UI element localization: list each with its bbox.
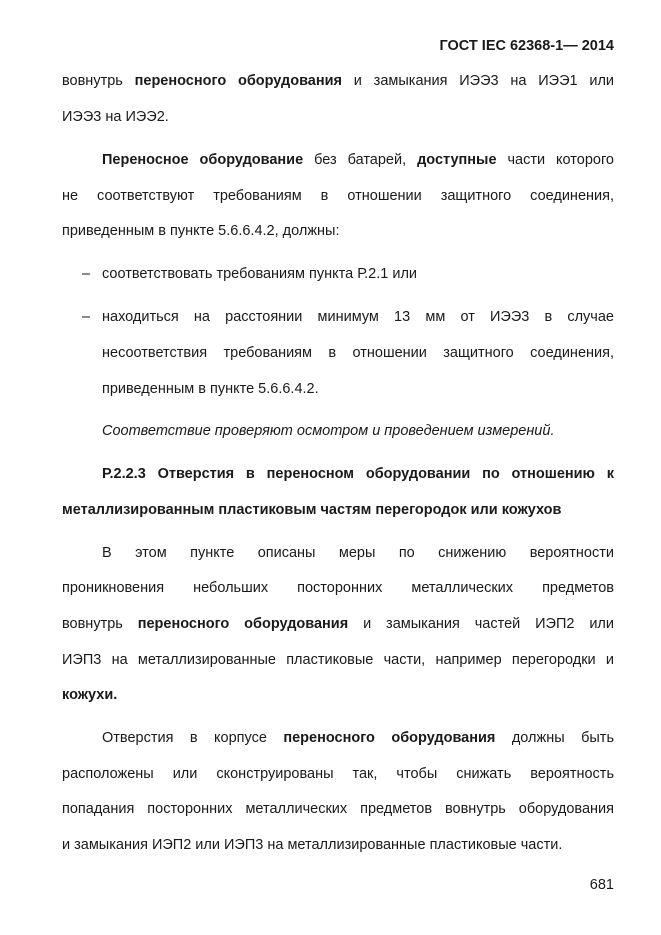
list-item-1-dash: – [82,266,91,282]
bold-term: Переносное оборудование [102,152,304,168]
document-page [62,0,614,935]
text-run: без батарей, [303,152,418,168]
para4-line2: расположены или сконструированы так, чтобы снижать вероятность [62,765,614,782]
para1-line1 [62,64,614,100]
text-run: вовнутрь [62,616,138,632]
compliance-note: Соответствие проверяют осмотром и проведением измерений. [102,423,555,439]
text-run: части которого [496,152,614,168]
list-item-1: соответствовать требованиям пункта Р.2.1 или [102,266,417,282]
page-number: 681 [589,877,614,893]
para2-line2: не соответствуют требованиям в отношении защитного соединения, [62,187,614,204]
text-run: вовнутрь [62,73,135,89]
para3-line5: кожухи. [62,687,118,703]
para3-line4: ИЭП3 на металлизированные пластиковые части, например перегородки и [62,651,614,668]
para3-line1: В этом пункте описаны меры по снижению вероятности [102,544,614,561]
text-run: и замыкания частей ИЭП2 или [348,616,614,632]
bold-term: переносного оборудования [134,73,342,89]
text-run: должны быть [495,730,614,746]
bold-term: переносного оборудования [137,616,349,632]
document-header: ГОСТ IEC 62368-1— 2014 [439,38,614,54]
list-item-2-line1: находиться на расстоянии минимум 13 мм от ИЭЭ3 в случае [102,309,614,325]
para4-line3: попадания посторонних металлических предметов вовнутрь оборудования [62,801,614,817]
text-run: Отверстия в корпусе [102,730,284,746]
list-item-2-line2: несоответствия требованиям в отношении защитного соединения, [102,345,614,361]
list-item-2-line3: приведенным в пункте 5.6.6.4.2. [102,380,319,397]
list-item-2-dash: – [82,309,91,325]
section-heading-line2: металлизированным пластиковым частям перегородок или кожухов [62,502,562,518]
para2-line3: приведенным в пункте 5.6.6.4.2, должны: [62,223,340,239]
para3-line2: проникновения небольших посторонних металлических предметов [62,580,614,596]
bold-term: доступные [417,152,497,168]
para2-line1 [62,143,614,179]
section-heading-line1: Р.2.2.3 Отверстия в переносном оборудовании по отношению к [102,466,614,482]
text-run: и замыкания ИЭЭ3 на ИЭЭ1 или [342,73,615,89]
para3-line3 [62,607,614,643]
para4-line4: и замыкания ИЭП2 или ИЭП3 на металлизированные пластиковые части. [62,836,563,853]
para1-line2: ИЭЭ3 на ИЭЭ2. [62,108,169,125]
para4-line1 [62,721,614,757]
bold-term: переносного оборудования [283,730,496,746]
